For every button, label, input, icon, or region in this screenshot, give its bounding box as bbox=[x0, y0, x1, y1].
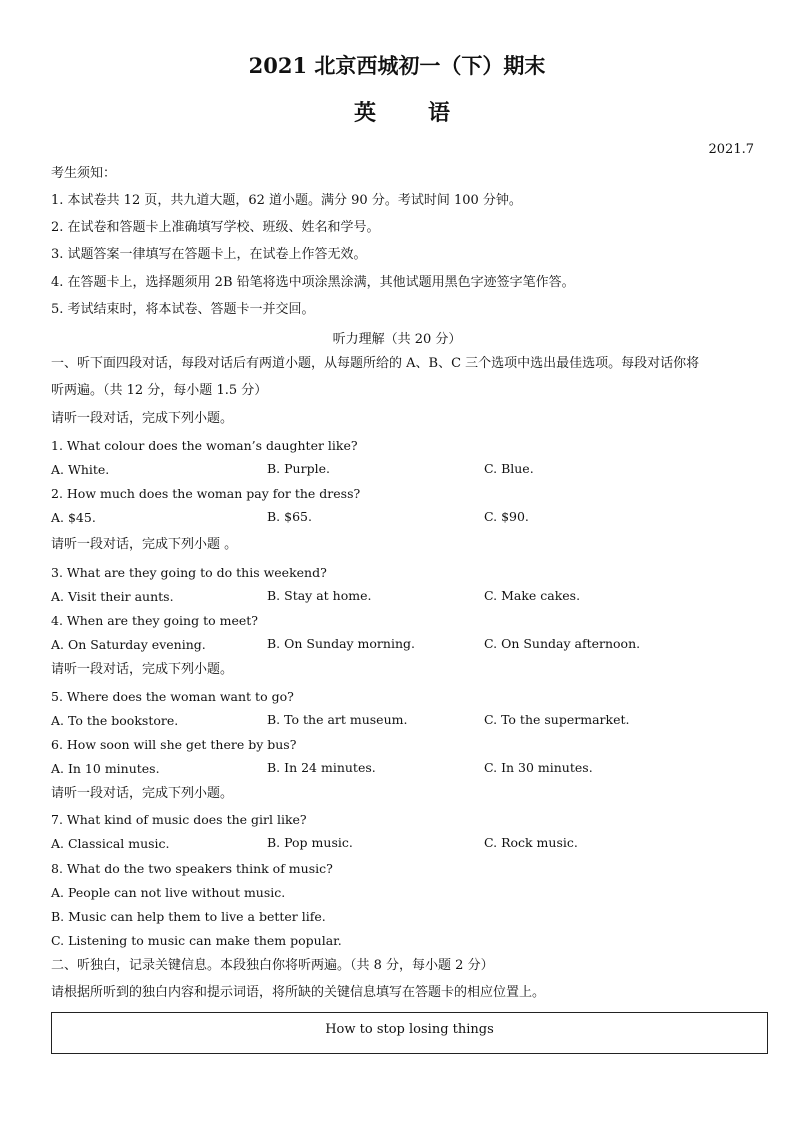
option-c: C. To the supermarket. bbox=[484, 712, 630, 727]
table-title: How to stop losing things bbox=[325, 1022, 494, 1037]
option-c: C. Blue. bbox=[484, 461, 534, 476]
question: 6. How soon will she get there by bus? bbox=[51, 737, 297, 752]
part1-instruction: 一、听下面四段对话，每段对话后有两道小题，从每题所给的 A、B、C 三个选项中选出最佳选项。每段对话你将 bbox=[51, 356, 700, 371]
option-a: A. In 10 minutes. bbox=[51, 761, 160, 776]
option-a: A. People can not live without music. bbox=[51, 885, 286, 900]
dialogue-prompt: 请听一段对话，完成下列小题。 bbox=[51, 662, 234, 677]
question: 3. What are they going to do this weekend? bbox=[51, 565, 327, 580]
dialogue-prompt: 请听一段对话，完成下列小题 。 bbox=[51, 537, 238, 552]
question: 4. When are they going to meet? bbox=[51, 613, 258, 628]
question: 8. What do the two speakers think of music? bbox=[51, 861, 333, 876]
notice-item: 4. 在答题卡上，选择题须用 2B 铅笔将选中项涂黑涂满，其他试题用黑色字迹签字笔作答。 bbox=[51, 275, 575, 290]
question: 2. How much does the woman pay for the dress? bbox=[51, 486, 361, 501]
question: 5. Where does the woman want to go? bbox=[51, 689, 294, 704]
notice-item: 3. 试题答案一律填写在答题卡上，在试卷上作答无效。 bbox=[51, 247, 367, 262]
section-title: 听力理解（共 20 分） bbox=[332, 332, 462, 347]
notes-table bbox=[51, 1012, 768, 1054]
exam-title: 2021 北京西城初一（下）期末 bbox=[248, 53, 546, 78]
option-c: C. On Sunday afternoon. bbox=[484, 636, 641, 651]
option-b: B. Stay at home. bbox=[267, 588, 372, 603]
option-c: C. Listening to music can make them popular. bbox=[51, 933, 342, 948]
option-a: A. White. bbox=[51, 462, 110, 477]
question: 7. What kind of music does the girl like? bbox=[51, 812, 307, 827]
option-a: A. To the bookstore. bbox=[51, 713, 179, 728]
option-c: C. Make cakes. bbox=[484, 588, 581, 603]
exam-date: 2021.7 bbox=[708, 142, 754, 157]
option-a: A. Classical music. bbox=[51, 836, 170, 851]
option-b: B. Pop music. bbox=[267, 835, 353, 850]
option-b: B. To the art museum. bbox=[267, 712, 408, 727]
dialogue-prompt: 请听一段对话，完成下列小题。 bbox=[51, 411, 234, 426]
option-c: C. Rock music. bbox=[484, 835, 578, 850]
option-b: B. On Sunday morning. bbox=[267, 636, 415, 651]
question: 1. What colour does the woman’s daughter like? bbox=[51, 438, 358, 453]
option-a: A. Visit their aunts. bbox=[51, 589, 174, 604]
option-b: B. Music can help them to live a better life. bbox=[51, 909, 326, 924]
subject-char-1: 英 bbox=[354, 100, 377, 126]
part2-instruction: 二、听独白，记录关键信息。本段独白你将听两遍。（共 8 分，每小题 2 分） bbox=[51, 958, 494, 973]
notice-item: 5. 考试结束时，将本试卷、答题卡一并交回。 bbox=[51, 302, 315, 317]
option-c: C. $90. bbox=[484, 509, 529, 524]
subject-char-2: 语 bbox=[428, 100, 451, 126]
dialogue-prompt: 请听一段对话，完成下列小题。 bbox=[51, 786, 234, 801]
option-b: B. $65. bbox=[267, 509, 312, 524]
option-b: B. Purple. bbox=[267, 461, 330, 476]
option-a: A. $45. bbox=[51, 510, 96, 525]
option-c: C. In 30 minutes. bbox=[484, 760, 593, 775]
notice-heading: 考生须知： bbox=[51, 166, 117, 181]
notice-item: 1. 本试卷共 12 页，共九道大题，62 道小题。满分 90 分。考试时间 100 分钟。 bbox=[51, 193, 522, 208]
part1-instruction-cont: 听两遍。（共 12 分，每小题 1.5 分） bbox=[51, 383, 268, 398]
option-a: A. On Saturday evening. bbox=[51, 637, 206, 652]
notice-item: 2. 在试卷和答题卡上准确填写学校、班级、姓名和学号。 bbox=[51, 220, 380, 235]
part2-prompt: 请根据所听到的独白内容和提示词语，将所缺的关键信息填写在答题卡的相应位置上。 bbox=[51, 985, 546, 1000]
option-b: B. In 24 minutes. bbox=[267, 760, 376, 775]
